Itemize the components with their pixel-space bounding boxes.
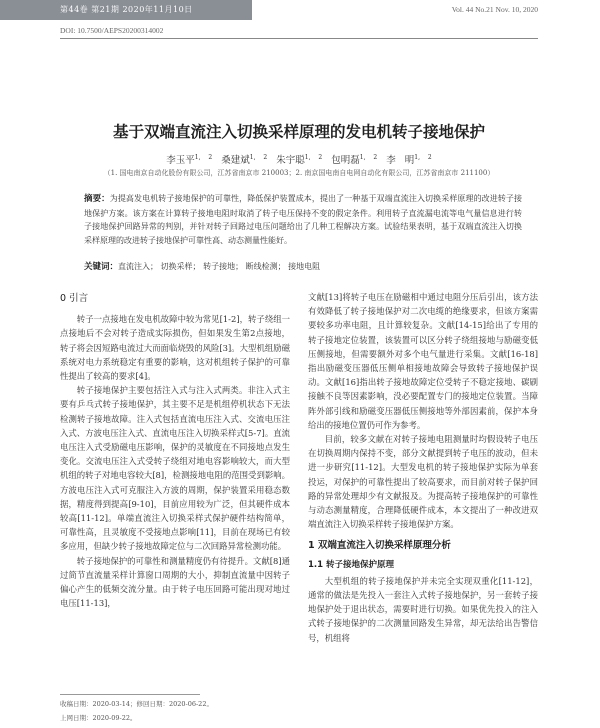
author: 桑建斌$^{1, 2}$ (221, 153, 268, 166)
footnote-divider (60, 694, 200, 695)
subsection-heading-1-1: 1.1 转子接地保护原理 (308, 559, 395, 570)
paper-title: 基于双端直流注入切换采样原理的发电机转子接地保护 (112, 123, 485, 141)
keywords (84, 260, 522, 272)
section-heading-introduction: 0 引言 (60, 293, 89, 304)
left-column (60, 292, 290, 610)
keywords-label: 关键词： (84, 262, 119, 272)
journal-issue-badge: 第44卷 第21期 2020年11月10日 (0, 0, 252, 20)
journal-volume-info: Vol. 44 No.21 Nov. 10, 2020 (451, 5, 538, 14)
author: 李 明$^{1, 2}$ (386, 153, 432, 166)
paragraph: 转子一点接地在发电机故障中较为常见[1-2]，转子绕组一点接地后不会对转子造成实际损伤，但如果发生第2点接地，转子将会因短路电流过大而面临烧毁的风险[3]。大型机组励磁系统对电力系统稳定有重要的影响，这对机组转子保护的可靠性提出了较高的要求[4]。 (60, 314, 290, 382)
author: 李玉平$^{1, 2}$ (166, 153, 213, 166)
footnote-received: 收稿日期：2020-03-14；修回日期：2020-06-22。 (60, 700, 213, 708)
author: 朱宇聪$^{1, 2}$ (276, 153, 323, 166)
paragraph: 转子接地保护的可靠性和测量精度仍有待提升。文献[8]通过简节直流量采样计算窗口周期的大小，抑制直流量中因转子偏心产生的低频交流分量。由于转子电压回路可能出现对地过电压[11-13]， (60, 555, 290, 609)
author: 包明磊$^{1, 2}$ (331, 153, 378, 166)
header-divider (60, 38, 538, 39)
abstract-label: 摘要： (84, 194, 110, 204)
journal-header (0, 0, 600, 22)
paragraph: 文献[13]将转子电压在励磁相中通过电阻分压后引出，该方法有效降低了转子接地保护对二次电缆的绝缘要求，但该方案需要较多功率电阻，且计算较复杂。文献[14-15]给出了专用的转子接地定位装置，该装置可以区分转子绕组接地与励磁变低压侧接地，但需要额外对多个电气量进行采集。文献[16-18]指出励磁变压器低压侧单相接地故障会导致转子接地保护误动。文献[16]指出转子接地故障定位受转子不稳定接地、碳刷接触不良等因素影响，没必要配置专门的接地定位装置。当障阵外部引线和励磁变压器低压侧接地等外部因素前，保护本身给出的接地位置仍可作为参考。 (308, 292, 538, 430)
right-column (308, 290, 538, 645)
author-list (60, 152, 538, 166)
footnote-online: 上网日期：2020-09-22。 (60, 714, 137, 722)
doi-text: DOI: 10.7500/AEPS20200314002 (60, 26, 164, 35)
affiliation: （1. 国电南京自动化股份有限公司，江苏省南京市 210003；2. 南京国电南自电网自动化有限公司，江苏省南京市 211100） (103, 169, 495, 177)
section-heading-1: 1 双端直流注入切换采样原理分析 (308, 540, 451, 552)
abstract (84, 192, 522, 247)
keywords-text: 直流注入； 切换采样； 转子接地； 断线检测； 接地电阻 (118, 262, 321, 271)
paragraph: 大型机组的转子接地保护并未完全实现双重化[11-12]，通常的做法是先投入一套注入式转子接地保护，另一套转子接地保护处于退出状态，需要时进行切换。如果优先投入的注入式转子接地保护的二次测量回路发生异常，却无法给出告警信号，机组将 (308, 575, 538, 643)
abstract-text: 为提高发电机转子接地保护的可靠性，降低保护装置成本，提出了一种基于双端直流注入切换采样原理的改进转子接地保护方案。该方案在计算转子接地电阻时取消了转子电压保持不变的假定条件。利用转子直流漏电流等电气量信息进行转子接地保护回路异常的判别，并针对转子回路过电压问题给出了几种工程解决方案。试验结果表明，基于双端直流注入切换采样原理的改进转子接地保护可靠性高、动态测量性能好。 (84, 194, 522, 245)
paragraph: 目前，较多文献在对转子接地电阻测量时均假设转子电压在切换周期内保持不变，部分文献提到转子电压的波动，但未进一步研究[11-12]。大型发电机的转子接地保护实际为单套投运，对保护的可靠性提出了较高要求，而目前对转子保护回路的异常处理却少有文献报及。为提高转子接地保护的可靠性与动态测量精度，合理降低硬件成本，本文提出了一种改进双端直流注入切换采样转子接地保护方案。 (308, 434, 538, 530)
paragraph: 转子接地保护主要包括注入式与注入式两类。非注入式主要有乒乓式转子接地保护，其主要不足是机组停机状态下无法检测转子接地故障。注入式包括直流电压注入式、交流电压注入式、方波电压注入式、直流电压注入切换采样式[5-7]。直流电压注入式受励磁电压影响，保护的灵敏度在不同接地点发生变化。交流电压注入式受转子绕组对地电容影响较大，而大型机组的转子对地电容较大[8]，检测接地电阻的范围受到影响。方波电压注入式可克服注入方波的周期，保护装置采用稳态数据，精度得到提高[9-10]，目前应用较为广泛，但其硬件成本较高[11-12]。单端直流注入切换采样式保护硬件结构简单，可靠性高，且灵敏度不受接地点影响[11]，目前在现场已有较多应用，但缺少转子接地故障定位与二次回路异常检测功能。 (60, 385, 290, 552)
